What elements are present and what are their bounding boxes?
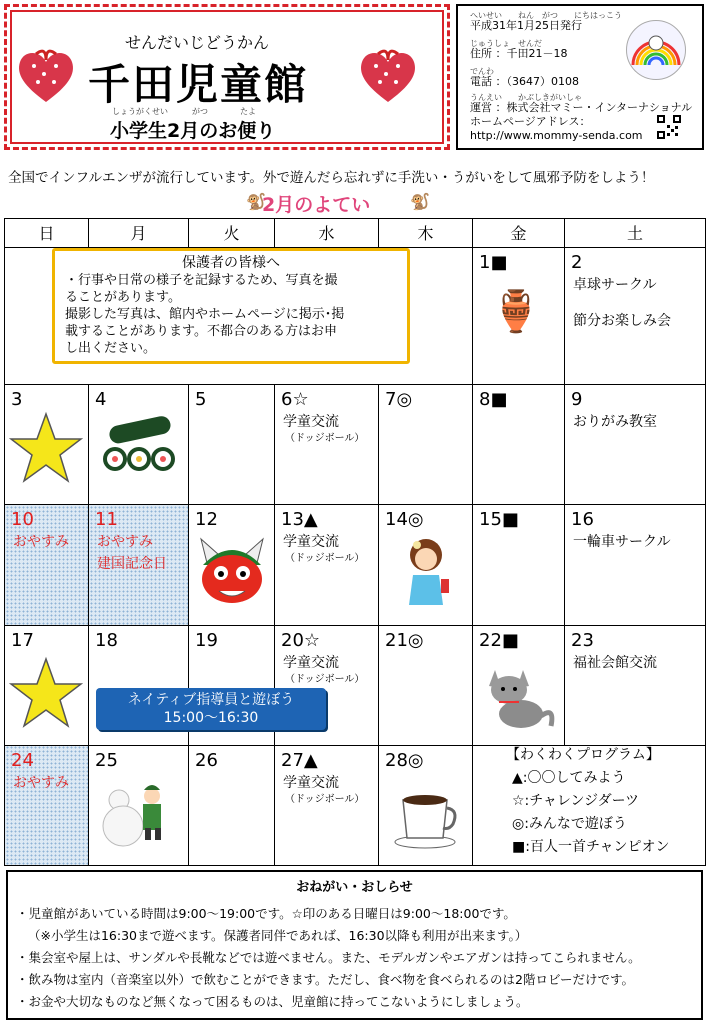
weekday-tue: 火 (189, 219, 275, 248)
day-cell (189, 505, 275, 625)
ruby-text: うんえい かぶしきがいしゃ (470, 93, 582, 102)
guardian-notice-text: 載することがあります。不都合のある方はお申 (65, 324, 337, 339)
day-number: 15■ (479, 509, 519, 531)
day-cell (379, 385, 473, 505)
weekday-sat: 土 (565, 219, 706, 248)
day-number: 18 (95, 629, 118, 651)
native-teacher-banner (96, 688, 326, 730)
guardian-notice-text: 撮影した写真は、館内やホームページに掲示･掲 (65, 307, 345, 322)
heart-gift-icon (356, 44, 420, 108)
girl-icon (401, 535, 451, 613)
homepage-link[interactable]: http://www.mommy-senda.com (470, 129, 643, 142)
legend-item: ■:百人一首チャンピオン (512, 839, 670, 855)
rules-title: おねがい・おしらせ (296, 880, 413, 895)
guardian-notice-title: 保護者の皆様へ (182, 255, 280, 271)
schedule-title: 2月のよてい (262, 194, 371, 216)
day-number: 11 (95, 509, 118, 531)
day-number: 1■ (479, 251, 508, 273)
ruby-text: へいせい ねん がつ にちはっこう (470, 11, 622, 20)
weekday-sun: 日 (5, 219, 89, 248)
legend-item: ▲:〇〇してみよう (512, 770, 626, 786)
event-label: 一輪車サークル (573, 534, 671, 551)
day-number: 10 (11, 509, 34, 531)
heart-gift-icon (14, 44, 78, 108)
day-cell (565, 247, 706, 384)
day-cell (275, 505, 379, 625)
ruby-text: しょうがくせい がつ たよ (112, 107, 256, 116)
event-label: 学童交流 (283, 534, 339, 551)
day-cell-holiday (5, 505, 89, 625)
ruby-text: でんわ (470, 67, 494, 76)
day-number: 12 (195, 509, 218, 531)
snowman-child-icon (97, 778, 177, 848)
page-subtitle: 小学生2月のお便り (110, 120, 276, 142)
day-number: 17 (11, 629, 34, 651)
day-number: 26 (195, 749, 218, 771)
page-title: 千田児童館 (88, 60, 309, 109)
day-number: 20☆ (281, 629, 321, 651)
qr-code-icon[interactable] (656, 114, 682, 140)
day-cell (275, 385, 379, 505)
rule-item: ・飲み物は室内（音楽室以外）で飲むことができます。ただし、食べ物を食べられるのは2階ロビーだけです。 (16, 972, 634, 987)
day-cell (473, 247, 565, 384)
day-number: 28◎ (385, 749, 424, 771)
day-cell (379, 505, 473, 625)
weekday-thu: 木 (379, 219, 473, 248)
day-cell (5, 625, 89, 745)
monkey-icon: 🐒 (246, 192, 266, 211)
weekday-wed: 水 (275, 219, 379, 248)
ruby-text: じゅうしょ せんだ (470, 39, 542, 48)
day-cell (89, 745, 189, 865)
aquarius-icon: 🏺 (491, 288, 541, 335)
calendar-week (5, 505, 706, 625)
weekday-header-row (5, 219, 706, 248)
rule-item: ・集会室や屋上は、サンダルや長靴などでは遊べません。また、モデルガンやエアガンは持ってこられません。 (16, 950, 641, 965)
day-cell (473, 625, 565, 745)
event-label: 学童交流 (283, 414, 339, 431)
day-number: 21◎ (385, 629, 424, 651)
day-number: 14◎ (385, 509, 424, 531)
event-label: 節分お楽しみ会 (573, 312, 671, 329)
event-label: 学童交流 (283, 654, 339, 671)
day-cell (89, 385, 189, 505)
day-number: 6☆ (281, 389, 309, 411)
day-cell (565, 625, 706, 745)
banner-time: 15:00～16:30 (163, 710, 259, 726)
closed-label: おやすみ (13, 534, 69, 551)
coffee-cup-icon (393, 786, 463, 850)
closed-label: おやすみ (97, 534, 153, 551)
cat-icon (481, 656, 557, 732)
day-cell (275, 745, 379, 865)
rule-item: ・児童館があいている時間は9:00～19:00です。☆印のある日曜日は9:00～18:00です。 (16, 906, 516, 921)
day-cell (565, 505, 706, 625)
day-number: 25 (95, 749, 118, 771)
event-sublabel: （ドッジボール） (285, 673, 365, 685)
day-number: 16 (571, 509, 594, 531)
day-cell (189, 385, 275, 505)
event-sublabel: （ドッジボール） (285, 433, 365, 445)
ehomaki-sushi-icon (99, 415, 179, 475)
day-number: 2 (571, 251, 583, 273)
day-number: 9 (571, 389, 583, 411)
legend-item: ◎:みんなで遊ぼう (512, 816, 627, 832)
event-label: 学童交流 (283, 774, 339, 791)
day-number: 27▲ (281, 749, 318, 771)
day-number: 24 (11, 749, 34, 771)
event-sublabel: （ドッジボール） (285, 553, 365, 565)
day-number: 22■ (479, 629, 519, 651)
program-legend (506, 744, 670, 859)
issued-date: 平成31年1月25日発行 (470, 19, 582, 32)
day-cell (5, 385, 89, 505)
red-oni-icon (193, 535, 271, 605)
banner-line: ネイティブ指導員と遊ぼう (127, 692, 295, 708)
calendar-week (5, 385, 706, 505)
address: 住所 ：千田21－18 (470, 47, 568, 60)
holiday-name: 建国記念日 (97, 556, 167, 573)
star-icon (9, 411, 83, 485)
closed-label: おやすみ (13, 774, 69, 791)
rainbow-logo-icon (626, 20, 686, 80)
day-number: 3 (11, 389, 23, 411)
day-number: 5 (195, 389, 207, 411)
day-cell (565, 385, 706, 505)
guardian-notice-text: し出ください。 (65, 341, 157, 356)
weekday-mon: 月 (89, 219, 189, 248)
day-cell (379, 745, 473, 865)
day-cell-holiday (5, 745, 89, 865)
event-sublabel: （ドッジボール） (285, 793, 365, 805)
day-number: 4 (95, 389, 107, 411)
event-label: おりがみ教室 (573, 414, 657, 431)
day-cell (189, 745, 275, 865)
day-number: 23 (571, 629, 594, 651)
homepage-label: ホームページアドレス： (470, 115, 591, 128)
guardian-notice (52, 248, 410, 364)
day-number: 8■ (479, 389, 508, 411)
legend-item: ☆:チャレンジダーツ (512, 793, 640, 809)
notice-line: 全国でインフルエンザが流行しています。外で遊んだら忘れずに手洗い・うがいをして風邪予防をしよう！ (8, 170, 655, 186)
rule-item: （※小学生は16:30まで遊べます。保護者同伴であれば、16:30以降も利用が出来ます。） (28, 928, 528, 943)
operator: 運営 ：株式会社マミー・インターナショナル (470, 101, 693, 114)
guardian-notice-text: ることがあります。 (65, 290, 181, 305)
day-number: 7◎ (385, 389, 413, 411)
day-cell (379, 625, 473, 745)
day-cell-holiday (89, 505, 189, 625)
rules-box (6, 870, 703, 1020)
day-cell (473, 385, 565, 505)
event-label: 卓球サークル (573, 276, 657, 293)
phone: 電話 ：（3647）0108 (470, 75, 579, 88)
day-cell (473, 505, 565, 625)
title-reading: せんだいじどうかん (125, 33, 270, 52)
legend-title: 【わくわくプログラム】 (506, 747, 660, 763)
guardian-notice-text: ・行事や日常の様子を記録するため、写真を撮 (65, 273, 338, 288)
rule-item: ・お金や大切なものなど無くなって困るものは、児童館に持ってこないようにしましょう。 (16, 994, 529, 1009)
day-number: 19 (195, 629, 218, 651)
weekday-fri: 金 (473, 219, 565, 248)
event-label: 福祉会館交流 (573, 654, 657, 671)
day-number: 13▲ (281, 509, 318, 531)
star-icon (9, 656, 83, 730)
monkey-icon: 🐒 (410, 192, 430, 211)
